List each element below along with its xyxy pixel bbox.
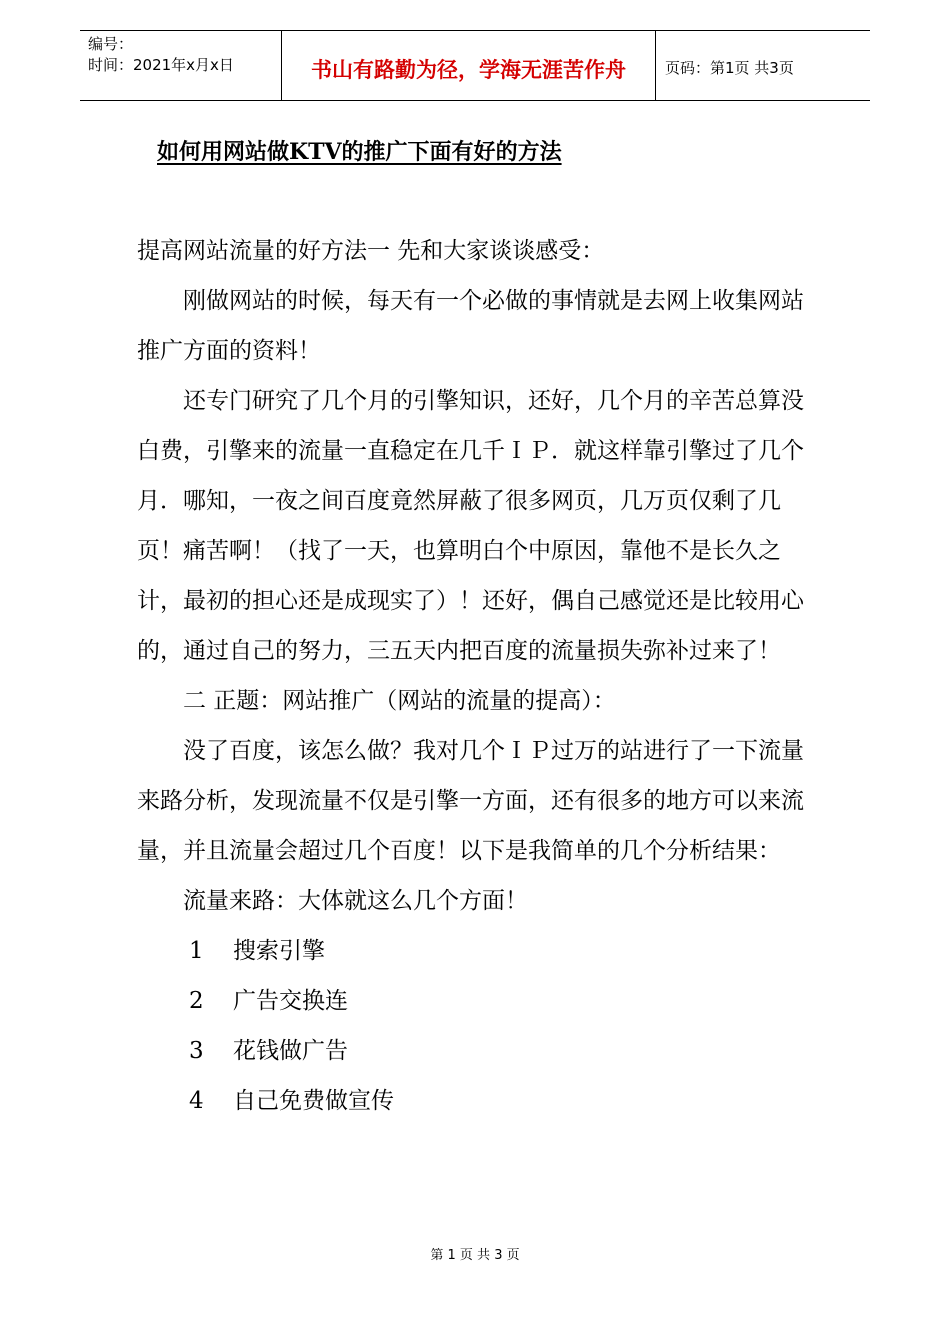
list-item-number: 2	[189, 988, 204, 1014]
list-item-text: 花钱做广告	[233, 1038, 348, 1064]
page-header	[80, 30, 870, 101]
list-item-text: 广告交换连	[233, 988, 348, 1014]
list-item	[137, 976, 817, 1026]
body-paragraph: 没了百度，该怎么做？我对几个ＩＰ过万的站进行了一下流量来路分析，发现流量不仅是引擎一方面，还有很多的地方可以来流量，并且流量会超过几个百度！以下是我简单的几个分析结果：	[137, 738, 804, 864]
list-item	[137, 1026, 817, 1076]
header-page-cell	[655, 31, 870, 100]
list-item	[137, 1076, 817, 1126]
body-paragraph: 还专门研究了几个月的引擎知识，还好，几个月的辛苦总算没白费，引擎来的流量一直稳定在几千ＩＰ．就这样靠引擎过了几个月．哪知，一夜之间百度竟然屏蔽了很多网页，几万页仅剩了几页！痛苦啊！（找了一天，也算明白个中原因，靠他不是长久之计，最初的担心还是成现实了）！还好，偶自己感觉还是比较用心的，通过自己的努力，三五天内把百度的流量损失弥补过来了！	[137, 388, 804, 664]
list-item-number: 1	[189, 938, 204, 964]
document-title: 如何用网站做KTV的推广下面有好的方法	[157, 139, 562, 165]
list-item-text: 搜索引擎	[233, 938, 325, 964]
list-item-number: 3	[189, 1038, 204, 1064]
list-item-text: 自己免费做宣传	[233, 1088, 394, 1114]
list-item	[137, 926, 817, 976]
doc-number-label: 编号：	[88, 35, 134, 53]
doc-time-label: 时间：2021年x月x日	[88, 56, 234, 74]
section-heading-two: 二 正题：网站推广（网站的流量的提高）：	[183, 688, 616, 714]
list-item-number: 4	[189, 1088, 204, 1114]
body-paragraph: 刚做网站的时候，每天有一个必做的事情就是去网上收集网站推广方面的资料！	[137, 288, 804, 364]
page-footer: 第 1 页 共 3 页	[430, 1248, 520, 1263]
header-page-info: 页码：第1页 共3页	[665, 59, 794, 77]
document-body	[137, 226, 817, 1126]
header-meta	[80, 31, 280, 100]
header-motto: 书山有路勤为径，学海无涯苦作舟	[311, 58, 626, 82]
traffic-sources-intro: 流量来路：大体就这么几个方面！	[183, 888, 528, 914]
header-motto-cell	[281, 31, 656, 100]
section-heading-one: 提高网站流量的好方法一 先和大家谈谈感受：	[137, 238, 605, 264]
